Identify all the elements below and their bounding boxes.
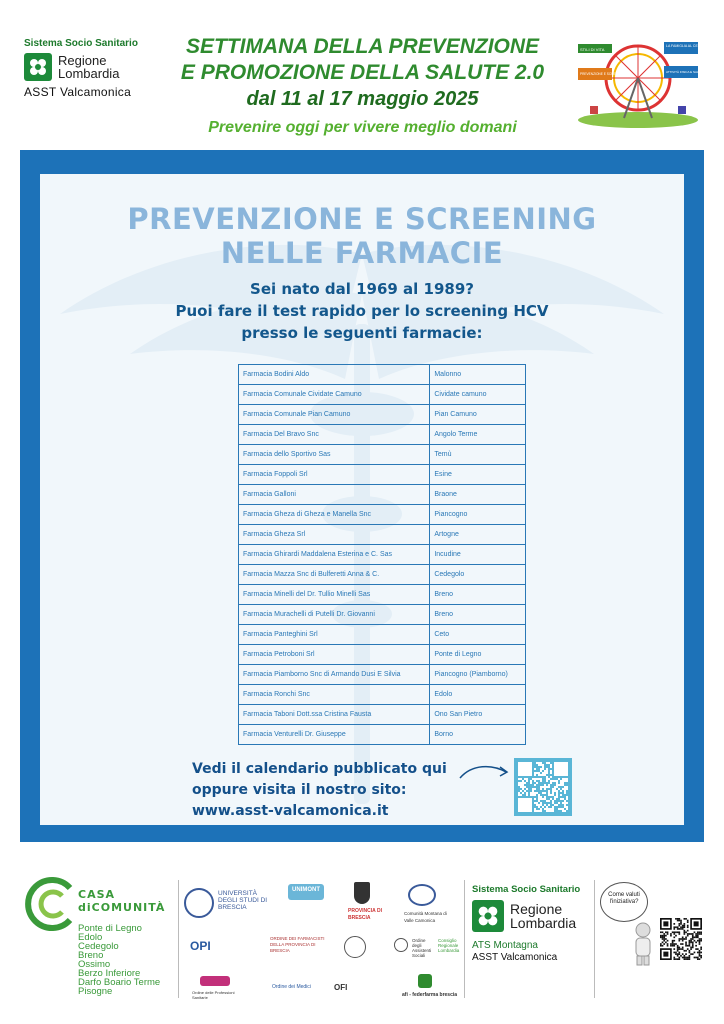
table-row — [239, 385, 526, 405]
unibs-seal-icon — [184, 888, 214, 918]
ferris-label-3: PREVENZIONE E SCREENING — [580, 72, 626, 76]
partner-afi: afi - federfarma brescia — [402, 992, 458, 998]
org-region-line2: Lombardia — [58, 66, 120, 81]
casa-di-comunita-logo-icon — [22, 876, 78, 932]
org-system-label: Sistema Socio Sanitario — [24, 38, 138, 49]
pharmacy-town-cell: Edolo — [430, 685, 526, 705]
footer-asst: ASST Valcamonica — [472, 952, 558, 963]
poster-info-line2: presso le seguenti farmacie: — [241, 324, 483, 342]
partner-ordine-assistenti: Ordine degli Assistenti Sociali — [412, 938, 432, 958]
table-row — [239, 625, 526, 645]
pharmacy-name-cell: Farmacia dello Sportivo Sas — [239, 445, 430, 465]
town-item: Pisogne — [78, 986, 113, 997]
footer-ats-block — [472, 940, 557, 964]
cta-line2: oppure visita il nostro sito: — [192, 782, 407, 798]
ferris-label-2: LA FAMIGLIA AL CENTRO — [666, 44, 708, 48]
pharmacy-name-cell: Farmacia Minelli del Dr. Tullio Minelli Sas — [239, 585, 430, 605]
table-row — [239, 685, 526, 705]
footer-regione-logo — [472, 900, 576, 932]
footer-ats: ATS Montagna — [472, 940, 538, 951]
regione-lombardia-logo — [24, 38, 154, 99]
partner-ordine-medici: Ordine dei Medici — [272, 984, 311, 990]
pharmacy-name-cell: Farmacia Comunale Pian Camuno — [239, 405, 430, 425]
pharmacy-name-cell: Farmacia Foppoli Srl — [239, 465, 430, 485]
qr-code-icon[interactable] — [514, 758, 572, 816]
town-item: Ponte di Legno — [78, 923, 142, 934]
event-slogan: Prevenire oggi per vivere meglio domani — [208, 119, 517, 136]
table-row — [239, 365, 526, 385]
cta-url-link[interactable]: www.asst-valcamonica.it — [192, 803, 389, 819]
town-item: Edolo — [78, 932, 103, 943]
pharmacy-name-cell: Farmacia Gheza Srl — [239, 525, 430, 545]
footer-region-line2: Lombardia — [510, 915, 577, 931]
partner-ordine-professioni: Ordine delle Professioni Sanitarie — [192, 990, 235, 1000]
arrow-right-icon — [458, 762, 512, 782]
table-row — [239, 485, 526, 505]
pharmacy-town-cell: Malonno — [430, 365, 526, 385]
footer-divider — [464, 880, 465, 998]
pharmacy-town-cell: Braone — [430, 485, 526, 505]
pharmacy-town-cell: Pian Camuno — [430, 405, 526, 425]
pharmacy-name-cell: Farmacia Piamborno Snc di Armando Dusi E Silvia — [239, 665, 430, 685]
table-row — [239, 525, 526, 545]
pharmacy-name-cell: Farmacia Petroboni Srl — [239, 645, 430, 665]
pharmacy-town-cell: Ono San Pietro — [430, 705, 526, 725]
table-row — [239, 545, 526, 565]
footer-divider — [178, 880, 179, 998]
lombardia-cross-icon — [24, 53, 52, 81]
poster-title — [40, 202, 684, 270]
pharmacy-name-cell: Farmacia Venturelli Dr. Giuseppe — [239, 725, 430, 745]
afi-logo-icon — [418, 974, 432, 988]
event-line2: E PROMOZIONE DELLA SALUTE 2.0 — [180, 61, 545, 84]
pharmacy-town-cell: Esine — [430, 465, 526, 485]
pharmacy-town-cell: Piancogno — [430, 505, 526, 525]
table-row — [239, 585, 526, 605]
page-footer — [0, 860, 724, 1020]
pharmacy-town-cell: Ponte di Legno — [430, 645, 526, 665]
poster-title-line2: NELLE FARMACIE — [220, 236, 504, 270]
table-row — [239, 465, 526, 485]
poster-frame — [20, 150, 704, 842]
pharmacy-name-cell: Farmacia Ronchi Snc — [239, 685, 430, 705]
table-row — [239, 645, 526, 665]
pharmacy-name-cell: Farmacia Panteghini Srl — [239, 625, 430, 645]
ordine-professioni-logo-icon — [200, 976, 230, 986]
town-item: Darfo Boario Terme — [78, 977, 161, 988]
pharmacy-name-cell: Farmacia Del Bravo Snc — [239, 425, 430, 445]
ferris-label-4: ATTIVITÀ FISICA E SALUTE — [666, 70, 705, 74]
pharmacy-name-cell: Farmacia Taboni Dott.ssa Cristina Fausta — [239, 705, 430, 725]
casa-line2: diCOMUNITÀ — [78, 901, 166, 914]
poster-question: Sei nato dal 1969 al 1989? — [250, 280, 474, 298]
pharmacy-town-cell: Cedegolo — [430, 565, 526, 585]
event-title — [150, 34, 575, 140]
table-row — [239, 705, 526, 725]
pharmacy-town-cell: Breno — [430, 605, 526, 625]
event-line1: SETTIMANA DELLA PREVENZIONE — [185, 35, 540, 58]
partner-comunita: Comunità Montana di Valle Camonica — [404, 911, 447, 923]
table-row — [239, 445, 526, 465]
pharmacy-town-cell: Borno — [430, 725, 526, 745]
comunita-montana-logo-icon — [408, 884, 436, 906]
pharmacy-name-cell: Farmacia Ghirardi Maddalena Esterina e C. Sas — [239, 545, 430, 565]
org-asst: ASST Valcamonica — [24, 85, 132, 99]
ordine-assistenti-icon — [394, 938, 408, 952]
pharmacy-name-cell: Farmacia Gheza di Gheza e Manella Snc — [239, 505, 430, 525]
town-item: Ossimo — [78, 959, 111, 970]
poster-subtitle — [40, 278, 684, 344]
pharmacy-town-cell: Piancogno (Piamborno) — [430, 665, 526, 685]
pharmacy-town-cell: Angolo Terme — [430, 425, 526, 445]
partner-unibs: UNIVERSITÀ DEGLI STUDI DI BRESCIA — [218, 890, 268, 911]
provincia-crest-icon — [354, 882, 370, 904]
pharmacy-town-cell: Artogne — [430, 525, 526, 545]
pharmacy-town-cell: Cividate camuno — [430, 385, 526, 405]
table-row — [239, 725, 526, 745]
pharmacy-town-cell: Ceto — [430, 625, 526, 645]
pharmacy-name-cell: Farmacia Murachelli di Putelli Dr. Giovanni — [239, 605, 430, 625]
table-row — [239, 425, 526, 445]
table-row — [239, 565, 526, 585]
table-row — [239, 665, 526, 685]
page-header — [0, 0, 724, 150]
ferris-label-1: STILI DI VITA — [580, 47, 605, 52]
table-row — [239, 605, 526, 625]
poster-info-line1: Puoi fare il test rapido per lo screening HCV — [175, 302, 549, 320]
lombardia-cross-icon — [472, 900, 504, 932]
footer-divider — [594, 880, 595, 998]
cta-line1: Vedi il calendario pubblicato qui — [192, 761, 447, 777]
feedback-bubble-text: Come valuti l'iniziativa? — [608, 892, 640, 905]
pharmacy-table — [238, 364, 526, 745]
ferris-wheel-illustration — [576, 40, 708, 126]
poster-title-line1: PREVENZIONE E SCREENING — [127, 202, 597, 236]
thinking-figure-icon — [630, 922, 656, 966]
partner-unimont: UNIMONT — [292, 887, 320, 893]
partner-provincia: PROVINCIA DI BRESCIA — [348, 908, 382, 921]
poster-panel — [40, 174, 684, 825]
pharmacy-name-cell: Farmacia Galloni — [239, 485, 430, 505]
pharmacy-town-cell: Temù — [430, 445, 526, 465]
town-item: Cedegolo — [78, 941, 119, 952]
partner-cnoas: Consiglio Regionale Lombardia — [438, 938, 460, 953]
ordine-seal-icon — [344, 936, 366, 958]
cta-text — [192, 759, 447, 822]
feedback-bubble — [600, 882, 648, 922]
casa-di-comunita-title — [78, 888, 165, 914]
pharmacy-name-cell: Farmacia Comunale Cividate Camuno — [239, 385, 430, 405]
pharmacy-name-cell: Farmacia Mazza Snc di Bulferetti Anna & C. — [239, 565, 430, 585]
table-row — [239, 405, 526, 425]
feedback-qr-code-icon[interactable] — [660, 918, 702, 960]
partner-ofi: OFI — [334, 983, 348, 992]
footer-region-line1: Regione — [510, 901, 563, 917]
pharmacy-town-cell: Breno — [430, 585, 526, 605]
footer-org-system: Sistema Socio Sanitario — [472, 884, 581, 895]
town-item: Berzo Inferiore — [78, 968, 141, 979]
event-dates: dal 11 al 17 maggio 2025 — [246, 88, 479, 110]
org-region-line1: Regione — [58, 53, 107, 68]
partner-opi: OPI — [190, 939, 211, 953]
town-item: Breno — [78, 950, 104, 961]
casa-towns-list — [78, 924, 160, 996]
pharmacy-town-cell: Incudine — [430, 545, 526, 565]
partner-ordine-farmacisti: ORDINE DEI FARMACISTI DELLA PROVINCIA DI BRESCIA — [270, 936, 325, 953]
casa-line1: CASA — [78, 888, 116, 901]
table-row — [239, 505, 526, 525]
pharmacy-name-cell: Farmacia Bodini Aldo — [239, 365, 430, 385]
